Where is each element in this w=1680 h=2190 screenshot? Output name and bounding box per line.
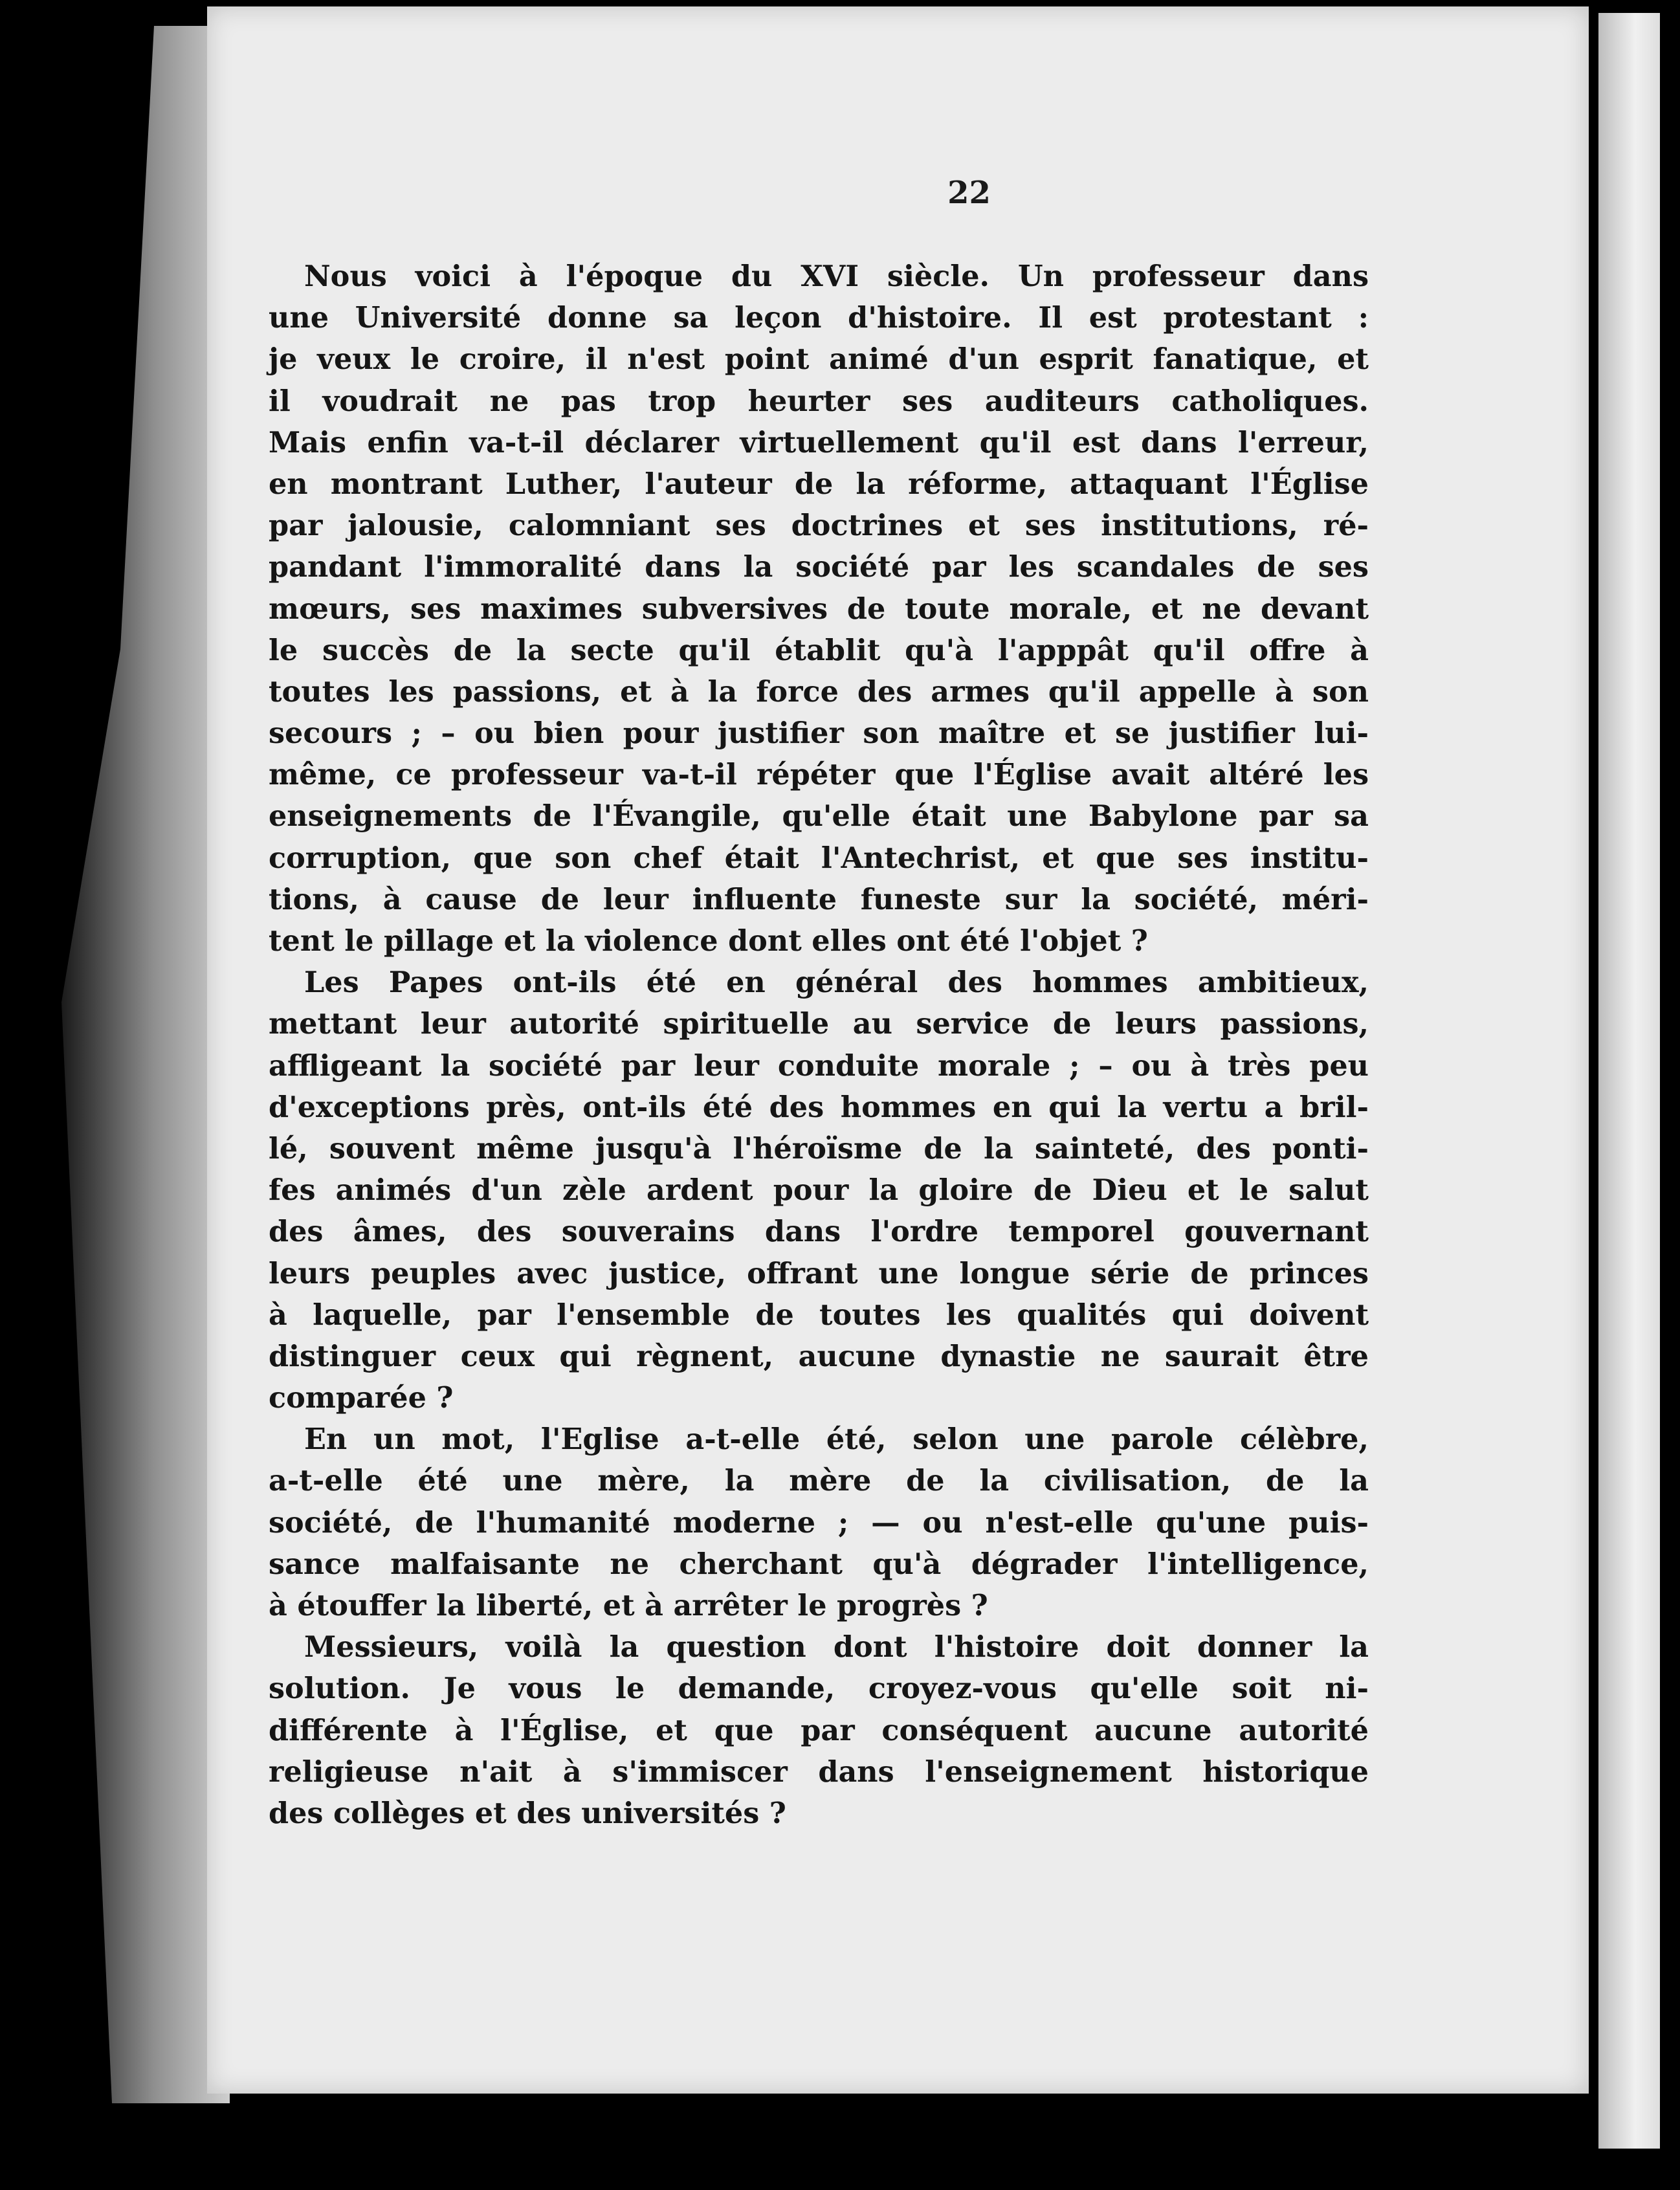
text-line: comparée ?	[269, 1381, 454, 1415]
text-line: secours ; – ou bien pour justifier son maître et se justifier lui-	[269, 716, 1369, 751]
text-line: société, de l'humanité moderne ; — ou n'est-elle qu'une puis-	[269, 1505, 1369, 1540]
text-line: d'exceptions près, ont-ils été des hommes en qui la vertu a bril-	[269, 1090, 1369, 1124]
text-line: à étouffer la liberté, et à arrêter le progrès ?	[269, 1589, 988, 1622]
text-line: à laquelle, par l'ensemble de toutes les qualités qui doivent	[269, 1298, 1369, 1332]
text-line: lé, souvent même jusqu'à l'héroïsme de la sainteté, des ponti-	[269, 1131, 1369, 1166]
text-line: affligeant la société par leur conduite morale ; – ou à très peu	[269, 1048, 1369, 1083]
paragraph-1	[269, 256, 1369, 962]
text-line: mœurs, ses maximes subversives de toute morale, et ne devant	[269, 592, 1369, 626]
text-line: il voudrait ne pas trop heurter ses auditeurs catholiques.	[269, 384, 1369, 418]
text-line: je veux le croire, il n'est point animé d'un esprit fanatique, et	[269, 342, 1369, 377]
text-line: tions, à cause de leur influente funeste sur la société, méri-	[269, 882, 1369, 916]
text-line: distinguer ceux qui règnent, aucune dynastie ne saurait être	[269, 1339, 1369, 1373]
text-line: des collèges et des universités ?	[269, 1796, 786, 1830]
text-line: Mais enfin va-t-il déclarer virtuellement qu'il est dans l'erreur,	[269, 425, 1369, 459]
text-line: le succès de la secte qu'il établit qu'à l'apppât qu'il offre à	[269, 633, 1369, 667]
page-number: 22	[947, 175, 991, 211]
text-line: tent le pillage et la violence dont elles ont été l'objet ?	[269, 924, 1148, 958]
text-line: Les Papes ont-ils été en général des hommes ambitieux,	[304, 966, 1369, 1000]
text-line: différente à l'Église, et que par conséquent aucune autorité	[269, 1713, 1369, 1747]
paragraph-3	[269, 1419, 1369, 1626]
text-line: a-t-elle été une mère, la mère de la civilisation, de la	[269, 1464, 1369, 1498]
text-line: fes animés d'un zèle ardent pour la gloire de Dieu et le salut	[269, 1173, 1369, 1208]
text-line: toutes les passions, et à la force des armes qu'il appelle à son	[269, 674, 1369, 709]
text-line: Nous voici à l'époque du XVI siècle. Un professeur dans	[304, 260, 1369, 293]
text-line: mettant leur autorité spirituelle au service de leurs passions,	[269, 1007, 1369, 1041]
paragraph-4	[269, 1626, 1369, 1834]
text-line: sance malfaisante ne cherchant qu'à dégrader l'intelligence,	[269, 1547, 1369, 1581]
text-line: corruption, que son chef était l'Antechrist, et que ses institu-	[269, 841, 1369, 875]
text-line: par jalousie, calomniant ses doctrines et ses institutions, ré-	[269, 509, 1369, 543]
text-line: religieuse n'ait à s'immiscer dans l'enseignement historique	[269, 1754, 1369, 1789]
next-page-edge	[1598, 13, 1660, 2149]
paragraph-2	[269, 962, 1369, 1419]
text-line: en montrant Luther, l'auteur de la réforme, attaquant l'Église	[269, 467, 1369, 501]
body-text	[269, 256, 1369, 1834]
text-line: En un mot, l'Eglise a-t-elle été, selon une parole célèbre,	[304, 1422, 1369, 1457]
text-line: leurs peuples avec justice, offrant une longue série de princes	[269, 1256, 1369, 1290]
text-line: une Université donne sa leçon d'histoire. Il est protestant :	[269, 301, 1369, 335]
text-line: solution. Je vous le demande, croyez-vous qu'elle soit ni-	[269, 1672, 1369, 1706]
text-line: Messieurs, voilà la question dont l'histoire doit donner la	[304, 1630, 1369, 1665]
text-line: enseignements de l'Évangile, qu'elle était une Babylone par sa	[269, 799, 1369, 834]
text-line: des âmes, des souverains dans l'ordre temporel gouvernant	[269, 1215, 1369, 1249]
text-line: même, ce professeur va-t-il répéter que l'Église avait altéré les	[269, 758, 1369, 792]
text-line: pandant l'immoralité dans la société par les scandales de ses	[269, 550, 1369, 584]
